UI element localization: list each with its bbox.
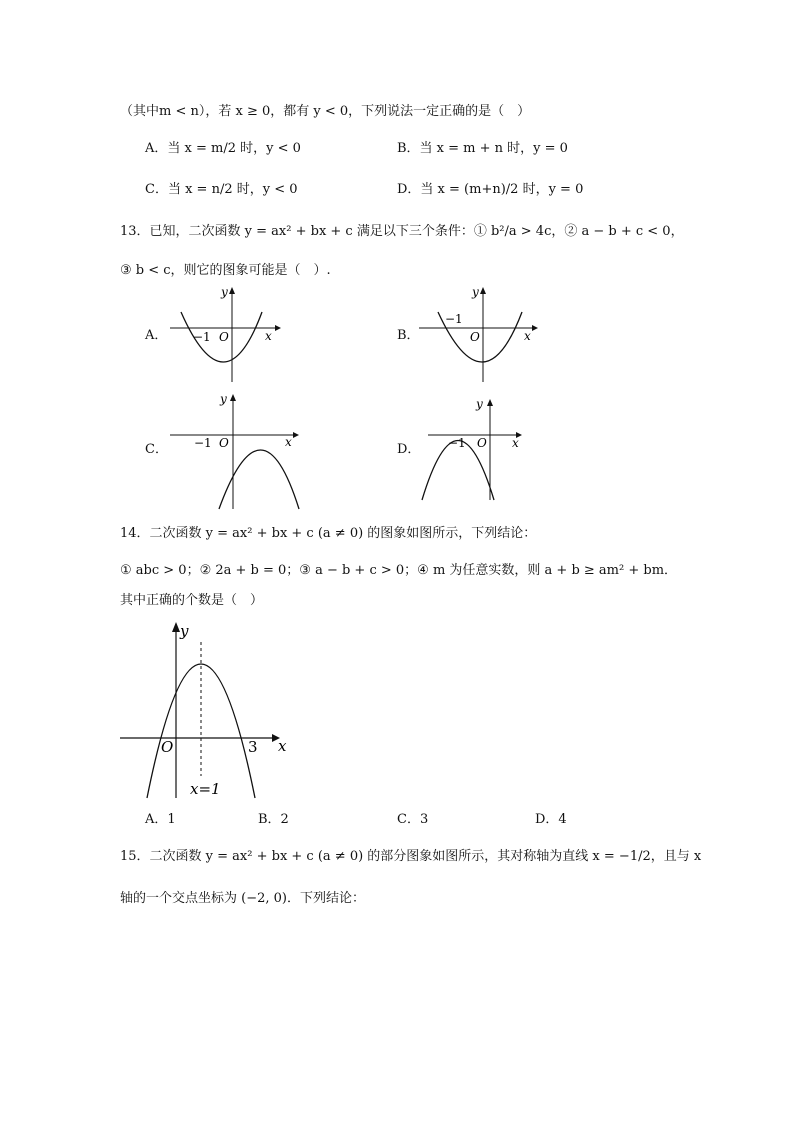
origin-label: O xyxy=(470,330,480,344)
q14-stem-line3: 其中正确的个数是（ ） xyxy=(120,593,264,608)
q12-option-b: B．当 x = m + n 时，y = 0 xyxy=(397,141,568,156)
q13-graph-d xyxy=(418,396,530,506)
q13-option-d-label: D． xyxy=(397,442,421,457)
y-label: y xyxy=(220,392,227,406)
q14-stem-line1: 14．二次函数 y = ax² + bx + c (a ≠ 0) 的图象如图所示，下列结论： xyxy=(120,526,537,541)
y-axis-arrow xyxy=(229,287,235,294)
q14-option-b: B．2 xyxy=(258,812,289,827)
q12-stem-tail: （其中m < n），若 x ≥ 0，都有 y < 0，下列说法一定正确的是（ ） xyxy=(120,104,531,119)
q12-option-c: C．当 x = n/2 时，y < 0 xyxy=(145,182,298,197)
y-axis-arrow xyxy=(172,622,180,632)
neg-one-label: −1 xyxy=(194,436,212,450)
q14-graph xyxy=(118,618,290,802)
neg-one-label: −1 xyxy=(448,436,466,450)
symmetry-axis-label: x=1 xyxy=(190,780,221,798)
y-axis-arrow xyxy=(230,394,236,401)
y-label: y xyxy=(472,285,479,299)
origin-label: O xyxy=(477,436,487,450)
q14-option-c: C．3 xyxy=(397,812,429,827)
x-label: x xyxy=(278,737,287,755)
q14-option-d: D．4 xyxy=(535,812,567,827)
y-axis-arrow xyxy=(480,287,486,294)
y-label: y xyxy=(180,622,189,640)
q13-option-b-label: B． xyxy=(397,328,420,343)
x-label: x xyxy=(265,329,272,343)
q13-option-c-label: C． xyxy=(145,442,168,457)
q13-option-a-label: A． xyxy=(145,328,168,343)
q13-graph-a xyxy=(165,282,285,387)
x-label: x xyxy=(524,329,531,343)
q13-stem-line1: 13．已知，二次函数 y = ax² + bx + c 满足以下三个条件：① b²/a > 4c，② a − b + c < 0， xyxy=(120,224,684,239)
q13-stem-line2: ③ b < c，则它的图象可能是（ ）. xyxy=(120,263,331,278)
y-axis-arrow xyxy=(487,399,493,406)
neg-one-label: −1 xyxy=(445,312,463,326)
q13-graph-b xyxy=(414,282,544,387)
q15-stem-line2: 轴的一个交点坐标为 (−2, 0)．下列结论： xyxy=(120,891,365,906)
x-label: x xyxy=(285,435,292,449)
x-axis-arrow xyxy=(293,432,299,438)
q14-option-a: A．1 xyxy=(145,812,176,827)
q13-graph-c xyxy=(165,391,305,511)
x-axis-arrow xyxy=(275,325,281,331)
parabola xyxy=(219,450,299,509)
x-axis-arrow xyxy=(532,325,538,331)
y-label: y xyxy=(476,397,483,411)
origin-label: O xyxy=(219,436,229,450)
q12-option-a: A．当 x = m/2 时，y < 0 xyxy=(145,141,301,156)
q14-stem-line2: ① abc > 0；② 2a + b = 0；③ a − b + c > 0；④ m 为任意实数，则 a + b ≥ am² + bm． xyxy=(120,563,678,578)
q15-stem-line1: 15．二次函数 y = ax² + bx + c (a ≠ 0) 的部分图象如图所示，其对称轴为直线 x = −1/2，且与 x xyxy=(120,849,702,864)
q12-option-d: D．当 x = (m+n)/2 时，y = 0 xyxy=(397,182,584,197)
y-label: y xyxy=(221,285,228,299)
origin-label: O xyxy=(219,330,229,344)
origin-label: O xyxy=(161,738,174,756)
x-label: x xyxy=(512,436,519,450)
three-label: 3 xyxy=(248,738,258,756)
neg-one-label: −1 xyxy=(193,330,211,344)
